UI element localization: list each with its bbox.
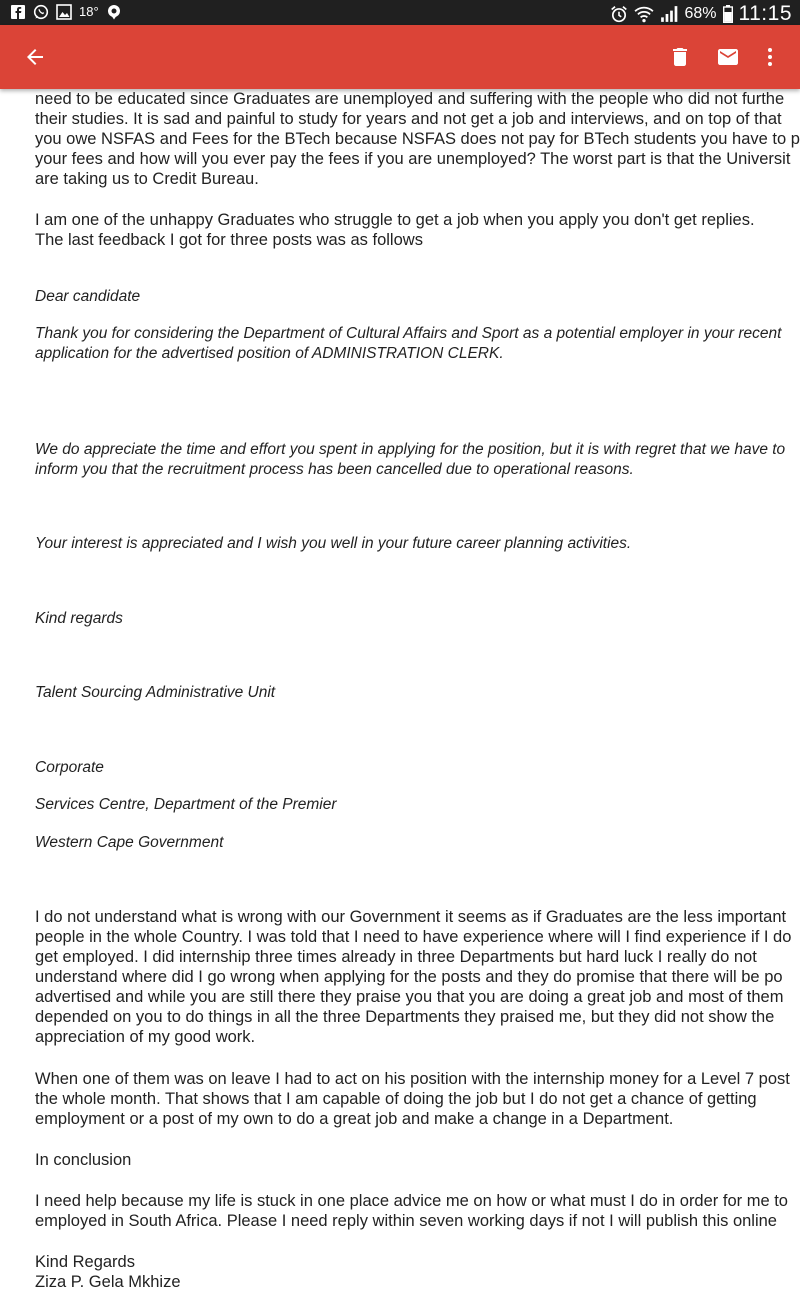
- body-text-line: are taking us to Credit Bureau.: [35, 170, 259, 188]
- alarm-icon: [610, 5, 628, 23]
- quoted-services: Services Centre, Department of the Premier: [35, 796, 337, 813]
- signature: Ziza P. Gela Mkhize: [35, 1273, 181, 1291]
- status-bar: [0, 0, 800, 25]
- quoted-signoff: Kind regards: [35, 610, 123, 627]
- body-text-line: people in the whole Country. I was told that I need to have experience where will I find experience if I do: [35, 928, 792, 946]
- more-vert-icon[interactable]: [758, 45, 782, 69]
- body-text-line: I am one of the unhappy Graduates who struggle to get a job when you apply you don't get replies.: [35, 211, 755, 229]
- quoted-salutation: Dear candidate: [35, 288, 141, 305]
- body-text-line: The last feedback I got for three posts was as follows: [35, 231, 423, 249]
- body-text-line: get employed. I did internship three times already in three Departments but hard luck I really do not: [35, 948, 757, 966]
- facebook-icon: [10, 4, 26, 20]
- app-bar: [0, 25, 800, 89]
- closing: Kind Regards: [35, 1253, 135, 1271]
- body-text-line: the whole month. That shows that I am capable of doing the job but I do not get a chance of getting: [35, 1090, 757, 1108]
- body-text-line: appreciation of my good work.: [35, 1028, 256, 1046]
- body-text-line: need to be educated since Graduates are unemployed and suffering with the people who did not furthe: [35, 90, 785, 108]
- weather-icon: [106, 4, 122, 20]
- delete-icon[interactable]: [668, 45, 692, 69]
- quoted-text-line: application for the advertised position of ADMINISTRATION CLERK.: [35, 345, 504, 362]
- signal-icon: [660, 5, 678, 23]
- mark-unread-icon[interactable]: [716, 45, 740, 69]
- conclusion-heading: In conclusion: [35, 1151, 132, 1169]
- body-text-line: your fees and how will you ever pay the fees if you are unemployed? The worst part is that the Universit: [35, 150, 791, 168]
- gallery-icon: [56, 4, 72, 20]
- quoted-text-line: We do appreciate the time and effort you spent in applying for the position, but it is with regret that we have to: [35, 441, 786, 458]
- battery-percent: 68%: [684, 5, 717, 22]
- body-text-line: advertised and while you are still there they praise you that you are doing a great job and most of them: [35, 988, 784, 1006]
- body-text-line: I need help because my life is stuck in one place advice me on how or what must I do in order for me to: [35, 1192, 788, 1210]
- quoted-text-line: Your interest is appreciated and I wish you well in your future career planning activities.: [35, 535, 632, 552]
- body-text-line: When one of them was on leave I had to act on his position with the internship money for a Level 7 post: [35, 1070, 790, 1088]
- battery-icon: [723, 5, 733, 23]
- quoted-government: Western Cape Government: [35, 834, 224, 851]
- email-body: [35, 89, 800, 1291]
- quoted-corporate: Corporate: [35, 759, 104, 776]
- quoted-text-line: Thank you for considering the Department of Cultural Affairs and Sport as a potential employer in your recent: [35, 325, 782, 342]
- body-text-line: their studies. It is sad and painful to study for years and not get a job and interviews, and on top of that: [35, 110, 782, 128]
- body-text-line: employment or a post of my own to do a great job and make a change in a Department.: [35, 1110, 674, 1128]
- body-text-line: understand where did I go wrong when applying for the posts and they do promise that there will be po: [35, 968, 783, 986]
- body-text-line: depended on you to do things in all the three Departments they praised me, but they did not show the: [35, 1008, 775, 1026]
- temperature: 18°: [79, 4, 99, 19]
- body-text-line: I do not understand what is wrong with our Government it seems as if Graduates are the less important: [35, 908, 787, 926]
- arrow-back-icon[interactable]: [23, 45, 47, 69]
- whatsapp-icon: [33, 4, 49, 20]
- body-text-line: you owe NSFAS and Fees for the BTech because NSFAS does not pay for BTech students you have to p: [35, 130, 800, 148]
- wifi-icon: [634, 5, 654, 23]
- status-bar-left: [10, 4, 122, 20]
- quoted-unit: Talent Sourcing Administrative Unit: [35, 684, 276, 701]
- status-bar-right: [610, 2, 792, 26]
- body-text-line: employed in South Africa. Please I need reply within seven working days if not I will publish this online: [35, 1212, 777, 1230]
- quoted-text-line: inform you that the recruitment process has been cancelled due to operational reasons.: [35, 461, 634, 478]
- clock: 11:15: [738, 2, 792, 25]
